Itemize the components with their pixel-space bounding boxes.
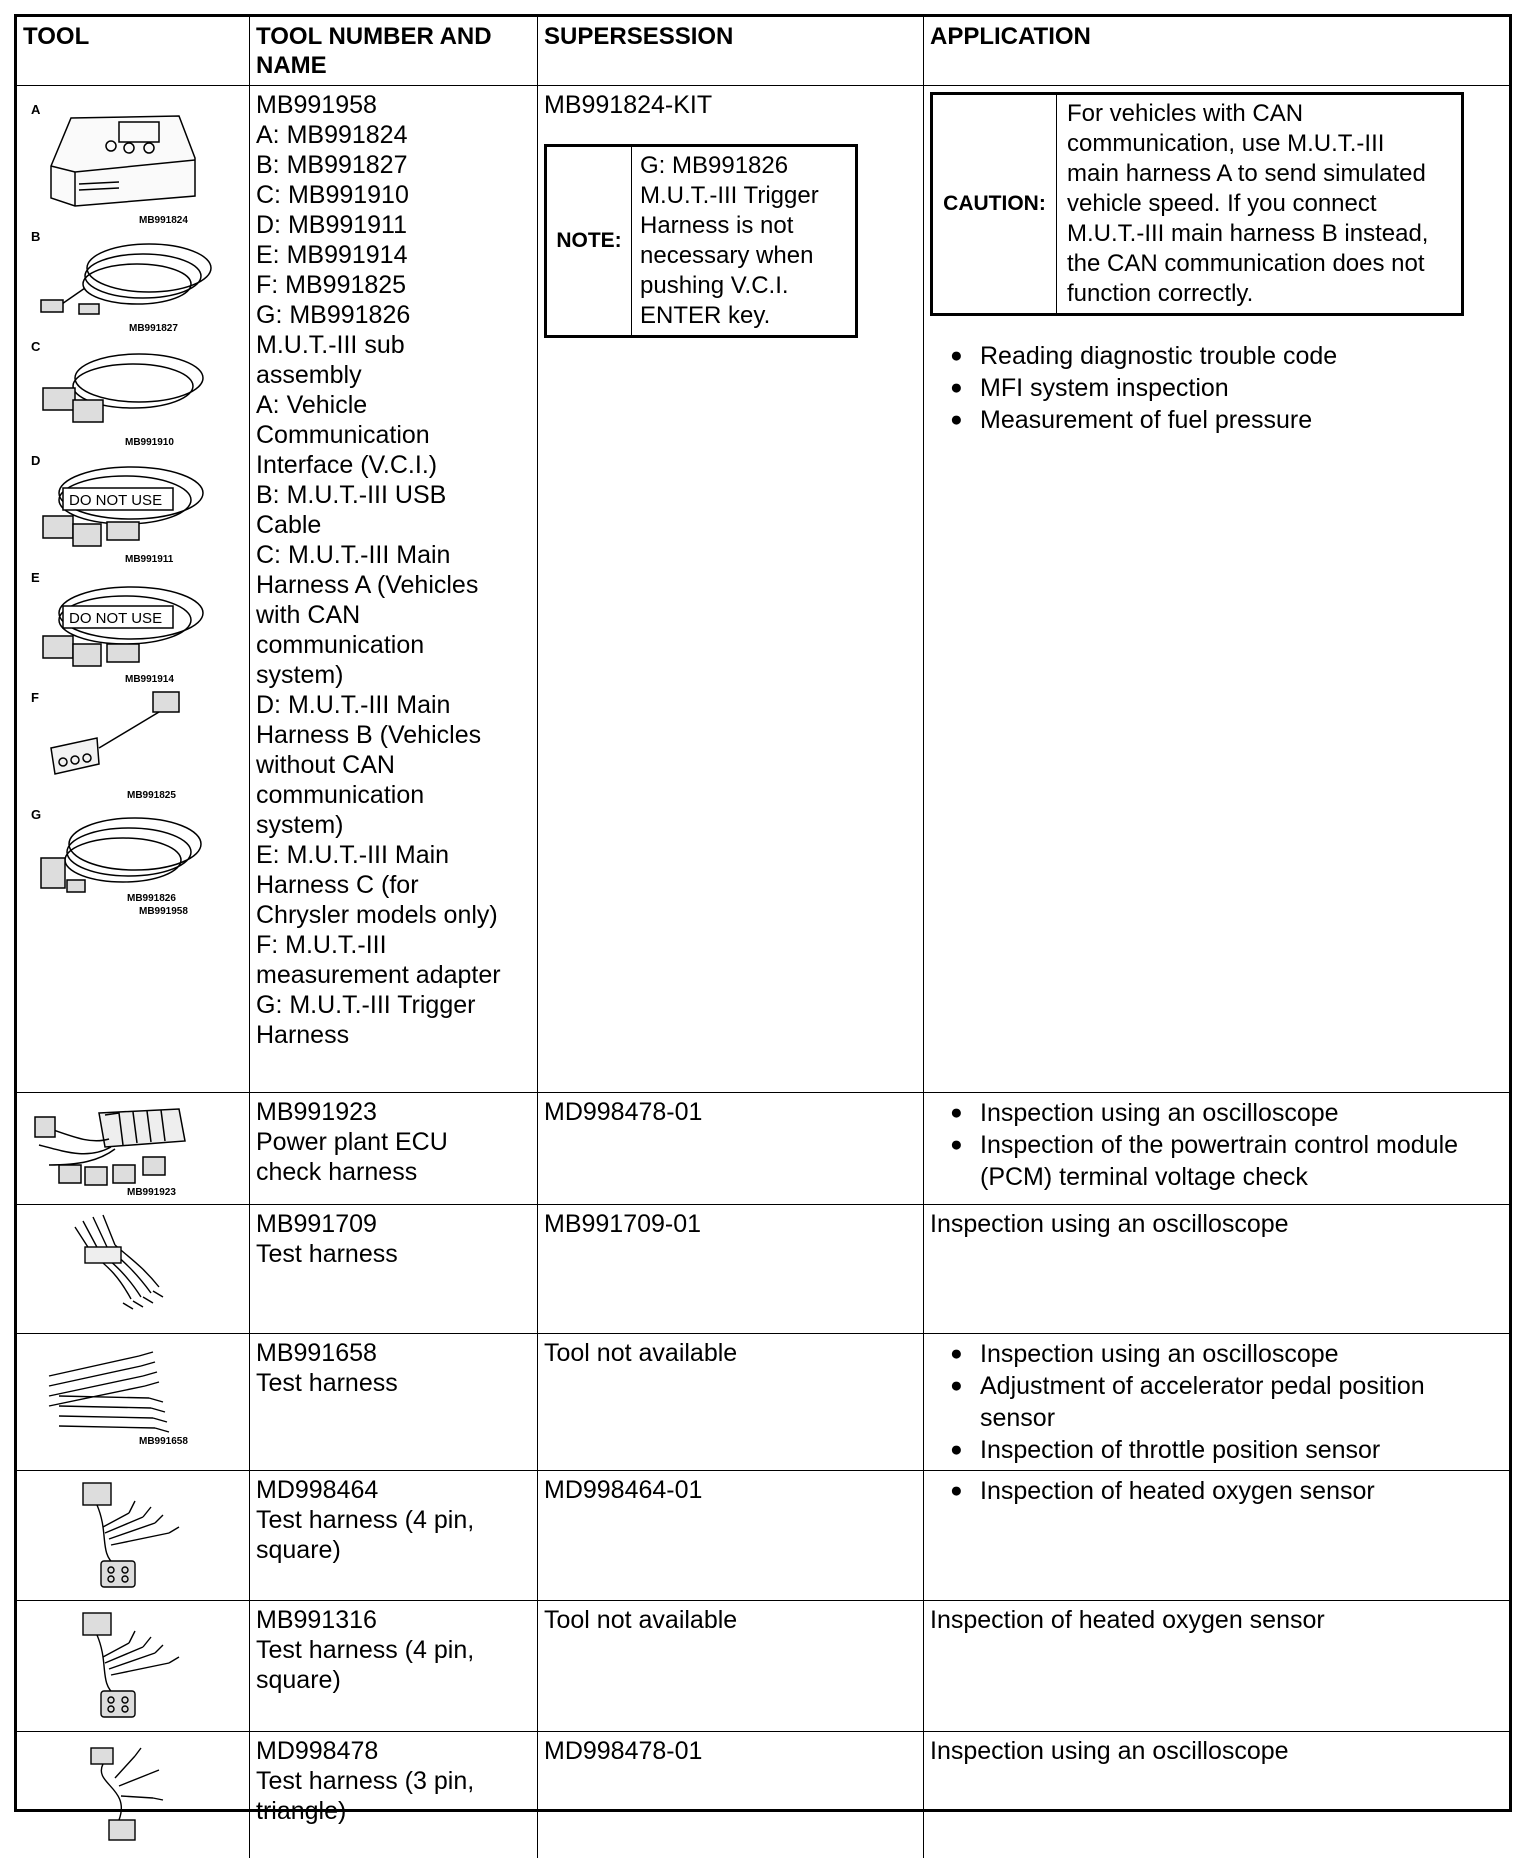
tool-number-name-line: M.U.T.-III sub <box>256 330 531 360</box>
caution-text-line: main harness A to send simulated <box>1067 159 1428 189</box>
four-pin-square-harness-illustration <box>19 1603 233 1725</box>
caution-text-line: vehicle speed. If you connect <box>1067 189 1428 219</box>
tool-image-cell <box>17 1093 250 1205</box>
tool-number-name-line: A: MB991824 <box>256 120 531 150</box>
three-pin-harness-drawing <box>91 1748 163 1840</box>
tool-number-name-line: assembly <box>256 360 531 390</box>
tool-image-cell <box>17 1205 250 1334</box>
three-pin-triangle-harness-illustration <box>19 1734 233 1856</box>
four-pin-harness-drawing <box>83 1483 179 1587</box>
application-bullet-list <box>930 1475 1503 1507</box>
tool-number-name-line: Harness C (for <box>256 870 531 900</box>
tool-number-name-line: Harness B (Vehicles <box>256 720 531 750</box>
tool-number-name-line: Harness <box>256 1020 531 1050</box>
table-row <box>17 1601 1509 1732</box>
ecu-check-harness-illustration <box>19 1095 233 1201</box>
tool-number-name-line: E: M.U.T.-III Main <box>256 840 531 870</box>
tool-number-name-lines <box>256 1475 531 1565</box>
tool-number-name-line: C: MB991910 <box>256 180 531 210</box>
application-cell: Inspection using an oscilloscope <box>924 1732 1510 1858</box>
tool-number-name-line: MB991923 <box>256 1097 531 1127</box>
supersession-value: MB991824-KIT <box>544 90 917 120</box>
caption-b: MB991827 <box>129 323 178 334</box>
caption-g: MB991826 <box>127 893 176 904</box>
tool-number-name-cell <box>250 1093 538 1205</box>
tool-number-name-line: Cable <box>256 510 531 540</box>
tool-number-name-line: MB991316 <box>256 1605 531 1635</box>
tool-number-name-line: G: MB991826 <box>256 300 531 330</box>
application-cell: Inspection of heated oxygen sensor <box>924 1601 1510 1732</box>
tool-number-name-line: F: MB991825 <box>256 270 531 300</box>
tool-number-name-line: measurement adapter <box>256 960 531 990</box>
tool-number-name-lines <box>256 1338 531 1398</box>
test-harness-illustration <box>19 1207 233 1327</box>
caution-label: CAUTION: <box>933 95 1057 313</box>
application-bullet-item: ● Inspection of heated oxygen sensor <box>930 1475 1503 1507</box>
tool-number-name-line: communication <box>256 630 531 660</box>
caution-text <box>1057 95 1438 313</box>
tool-number-name-line: Test harness <box>256 1239 531 1269</box>
four-pin-square-harness-illustration <box>19 1473 233 1595</box>
caption-c: MB991910 <box>125 437 174 448</box>
image-letter-f: F <box>31 690 39 705</box>
tool-number-name-line: square) <box>256 1535 531 1565</box>
image-letter-e: E <box>31 570 40 585</box>
tool-number-name-lines <box>256 90 531 1050</box>
note-box <box>544 144 858 338</box>
mut-iii-sub-assembly-illustration <box>19 88 233 968</box>
tool-number-name-line: system) <box>256 810 531 840</box>
note-label: NOTE: <box>547 147 632 335</box>
application-cell <box>924 1471 1510 1601</box>
tool-number-name-lines <box>256 1736 531 1826</box>
tool-number-name-line: Chrysler models only) <box>256 900 531 930</box>
do-not-use-label-e: DO NOT USE <box>69 610 162 627</box>
caption-d: MB991911 <box>125 554 174 565</box>
table-row <box>17 1334 1509 1471</box>
caution-text-line: the CAN communication does not <box>1067 249 1428 279</box>
application-bullet-item: ● Inspection using an oscilloscope <box>930 1097 1503 1129</box>
application-bullet-item: ● Reading diagnostic trouble code <box>930 340 1503 372</box>
caution-text-line: communication, use M.U.T.-III <box>1067 129 1428 159</box>
tool-number-name-line: communication <box>256 780 531 810</box>
tool-number-name-line: C: M.U.T.-III Main <box>256 540 531 570</box>
tool-image-cell <box>17 1471 250 1601</box>
tool-number-name-line: without CAN <box>256 750 531 780</box>
note-text-line: Harness is not <box>640 211 819 241</box>
tool-number-name-line: triangle) <box>256 1796 531 1826</box>
table-row <box>17 86 1509 1093</box>
measurement-adapter-drawing <box>51 692 179 774</box>
image-letter-g: G <box>31 807 41 822</box>
tool-number-name-line: Test harness <box>256 1368 531 1398</box>
usb-cable-drawing <box>41 244 211 314</box>
image-caption: MB991658 <box>139 1436 188 1447</box>
trigger-harness-drawing <box>41 818 201 892</box>
tool-number-name-line: MD998478 <box>256 1736 531 1766</box>
test-harness-wires-drawing <box>75 1215 163 1309</box>
header-supersession: SUPERSESSION <box>538 17 924 86</box>
note-text-line: pushing V.C.I. <box>640 271 819 301</box>
supersession-cell <box>538 86 924 1093</box>
tool-number-name-line: with CAN <box>256 600 531 630</box>
tool-number-name-line: Test harness (4 pin, <box>256 1505 531 1535</box>
table-row <box>17 1205 1509 1334</box>
tool-number-name-cell <box>250 1334 538 1471</box>
note-text-line: ENTER key. <box>640 301 819 331</box>
caution-text-line: M.U.T.-III main harness B instead, <box>1067 219 1428 249</box>
caution-text-line: function correctly. <box>1067 279 1428 309</box>
tool-number-name-line: system) <box>256 660 531 690</box>
application-bullet-item: ● Adjustment of accelerator pedal position sensor <box>930 1370 1503 1434</box>
caption-a: MB991824 <box>139 215 188 226</box>
image-letter-d: D <box>31 453 40 468</box>
image-letter-c: C <box>31 339 41 354</box>
tool-image-cell <box>17 1334 250 1471</box>
special-tools-table <box>17 17 1509 1858</box>
tool-image-cell <box>17 1732 250 1858</box>
supersession-cell: Tool not available <box>538 1601 924 1732</box>
application-cell <box>924 86 1510 1093</box>
caution-box <box>930 92 1464 316</box>
caption-f: MB991825 <box>127 790 176 801</box>
tool-image-cell <box>17 86 250 1093</box>
image-caption: MB991923 <box>127 1187 176 1198</box>
application-bullet-item: ● Measurement of fuel pressure <box>930 404 1503 436</box>
application-bullet-item: ● Inspection of throttle position sensor <box>930 1434 1503 1466</box>
tool-number-name-lines <box>256 1209 531 1269</box>
tool-number-name-cell <box>250 1205 538 1334</box>
supersession-cell: Tool not available <box>538 1334 924 1471</box>
note-text <box>632 147 827 335</box>
tool-number-name-line: B: MB991827 <box>256 150 531 180</box>
tool-number-name-line: Test harness (4 pin, <box>256 1635 531 1665</box>
application-cell <box>924 1334 1510 1471</box>
header-tool: TOOL <box>17 17 250 86</box>
tool-number-name-lines <box>256 1097 531 1187</box>
image-letter-a: A <box>31 102 41 117</box>
tool-number-name-line: MD998464 <box>256 1475 531 1505</box>
tool-number-name-cell <box>250 1601 538 1732</box>
tool-number-name-line: Test harness (3 pin, <box>256 1766 531 1796</box>
application-cell: Inspection using an oscilloscope <box>924 1205 1510 1334</box>
application-cell <box>924 1093 1510 1205</box>
table-row <box>17 1732 1509 1858</box>
application-bullet-list <box>930 1097 1503 1193</box>
vci-device-drawing <box>51 116 195 206</box>
tool-number-name-line: B: M.U.T.-III USB <box>256 480 531 510</box>
application-bullet-item: ● Inspection of the powertrain control module (PCM) terminal voltage check <box>930 1129 1503 1193</box>
tool-number-name-line: MB991658 <box>256 1338 531 1368</box>
tool-number-name-lines <box>256 1605 531 1695</box>
application-bullet-item: ● Inspection using an oscilloscope <box>930 1338 1503 1370</box>
image-letter-b: B <box>31 229 40 244</box>
supersession-cell: MD998464-01 <box>538 1471 924 1601</box>
tool-number-name-line: A: Vehicle <box>256 390 531 420</box>
tool-number-name-line: Interface (V.C.I.) <box>256 450 531 480</box>
table-row <box>17 1093 1509 1205</box>
application-bullet-list <box>930 1338 1503 1466</box>
tool-number-name-line: D: M.U.T.-III Main <box>256 690 531 720</box>
test-harness-leads-drawing <box>49 1352 169 1432</box>
caption-e: MB991914 <box>125 674 174 685</box>
tool-number-name-line: G: M.U.T.-III Trigger <box>256 990 531 1020</box>
tool-number-name-line: D: MB991911 <box>256 210 531 240</box>
caption-set: MB991958 <box>139 906 188 917</box>
supersession-cell: MD998478-01 <box>538 1732 924 1858</box>
note-text-line: necessary when <box>640 241 819 271</box>
header-tool-number-name: TOOL NUMBER AND NAME <box>250 17 538 86</box>
tool-number-name-line: E: MB991914 <box>256 240 531 270</box>
application-bullet-list <box>930 340 1503 436</box>
tool-number-name-line: check harness <box>256 1157 531 1187</box>
tool-number-name-cell <box>250 1471 538 1601</box>
application-bullet-item: ● MFI system inspection <box>930 372 1503 404</box>
table-row <box>17 1471 1509 1601</box>
tool-number-name-cell <box>250 86 538 1093</box>
tool-number-name-cell <box>250 1732 538 1858</box>
tool-image-cell <box>17 1601 250 1732</box>
caution-text-line: For vehicles with CAN <box>1067 99 1428 129</box>
test-harness-illustration <box>19 1336 233 1458</box>
header-application: APPLICATION <box>924 17 1510 86</box>
header-row <box>17 17 1509 86</box>
special-tools-table-frame <box>14 14 1512 1812</box>
tool-number-name-line: Communication <box>256 420 531 450</box>
note-text-line: G: MB991826 <box>640 151 819 181</box>
check-harness-drawing <box>35 1109 185 1185</box>
tool-number-name-line: MB991958 <box>256 90 531 120</box>
note-text-line: M.U.T.-III Trigger <box>640 181 819 211</box>
tool-number-name-line: MB991709 <box>256 1209 531 1239</box>
main-harness-a-drawing <box>43 354 203 422</box>
tool-number-name-line: Power plant ECU <box>256 1127 531 1157</box>
tool-number-name-line: F: M.U.T.-III <box>256 930 531 960</box>
supersession-cell: MD998478-01 <box>538 1093 924 1205</box>
tool-number-name-line: Harness A (Vehicles <box>256 570 531 600</box>
supersession-cell: MB991709-01 <box>538 1205 924 1334</box>
do-not-use-label-d: DO NOT USE <box>69 492 162 509</box>
four-pin-harness-drawing <box>83 1613 179 1717</box>
tool-number-name-line: square) <box>256 1665 531 1695</box>
